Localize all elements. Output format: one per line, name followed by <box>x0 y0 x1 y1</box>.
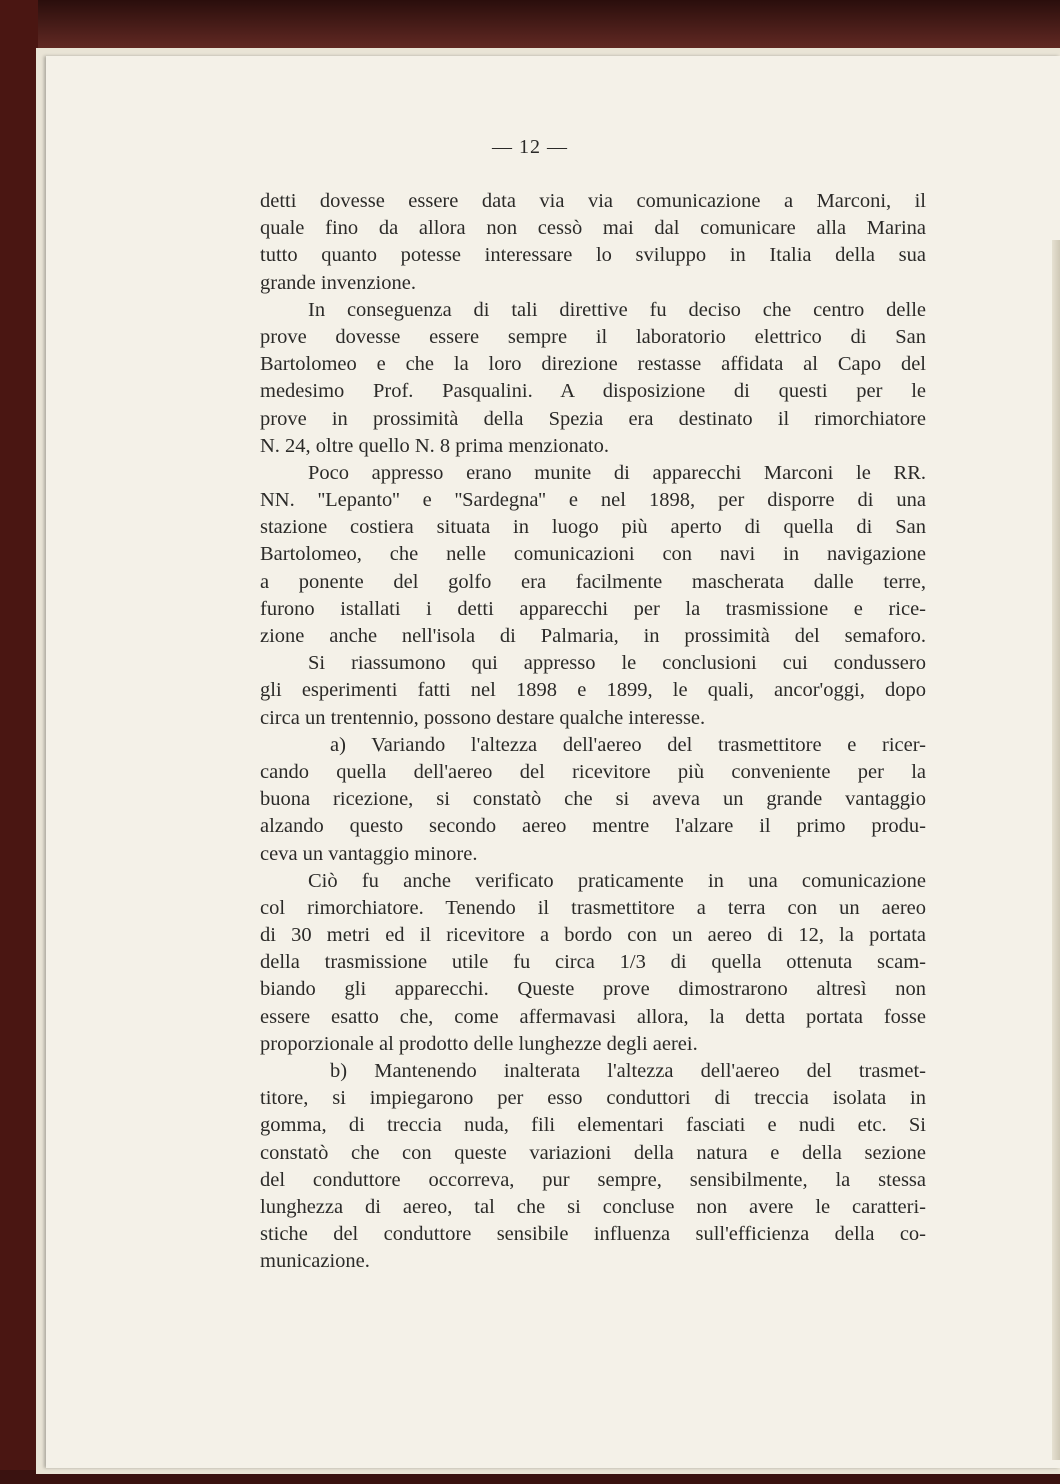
text-line: circa un trentennio, possono destare qualche interesse. <box>260 706 706 729</box>
text-line: di 30 metri ed il ricevitore a bordo con un aereo di 12, la portata <box>260 924 926 947</box>
text-line: titore, si impiegarono per esso conduttori di treccia isolata in <box>260 1087 926 1110</box>
text-line: della trasmissione utile fu circa 1/3 di quella ottenuta scam- <box>260 951 926 974</box>
text-line: quale fino da allora non cessò mai dal comunicare alla Marina <box>260 217 926 240</box>
text-line: N. 24, oltre quello N. 8 prima menzionato. <box>260 434 609 457</box>
text-line: prove dovesse essere sempre il laboratorio elettrico di San <box>260 325 926 348</box>
page-number: — 12 — <box>492 136 568 158</box>
text-line: Si riassumono qui appresso le conclusioni cui condussero <box>308 652 926 675</box>
text-line: proporzionale al prodotto delle lunghezze degli aerei. <box>260 1032 698 1055</box>
text-line: Poco appresso erano munite di apparecchi Marconi le RR. <box>308 461 926 484</box>
text-line: lunghezza di aereo, tal che si concluse non avere le caratteri- <box>260 1195 926 1218</box>
text-line: municazione. <box>260 1250 370 1273</box>
page-body <box>260 188 926 1276</box>
text-line: stiche del conduttore sensibile influenza sull'efficienza della co- <box>260 1223 926 1246</box>
text-line: medesimo Prof. Pasqualini. A disposizione di questi per le <box>260 380 926 403</box>
text-line: tutto quanto potesse interessare lo sviluppo in Italia della sua <box>260 244 926 267</box>
text-line: del conduttore occorreva, pur sempre, sensibilmente, la stessa <box>260 1168 926 1191</box>
text-line: essere esatto che, come affermavasi allora, la detta portata fosse <box>260 1005 926 1028</box>
text-line: gli esperimenti fatti nel 1898 e 1899, le quali, ancor'oggi, dopo <box>260 679 926 702</box>
text-line: b) Mantenendo inalterata l'altezza dell'aereo del trasmet- <box>330 1060 926 1082</box>
text-line: grande invenzione. <box>260 271 416 294</box>
text-line: NN. ''Lepanto'' e ''Sardegna'' e nel 1898, per disporre di una <box>260 489 926 512</box>
text-line: constatò che con queste variazioni della natura e della sezione <box>260 1141 926 1164</box>
text-line: ceva un vantaggio minore. <box>260 842 478 865</box>
text-line: buona ricezione, si constatò che si aveva un grande vantaggio <box>260 788 926 811</box>
text-line: zione anche nell'isola di Palmaria, in prossimità del semaforo. <box>260 625 926 647</box>
text-line: Ciò fu anche verificato praticamente in una comunicazione <box>308 869 926 892</box>
text-line: prove in prossimità della Spezia era destinato il rimorchiatore <box>260 407 926 430</box>
text-line: gomma, di treccia nuda, fili elementari fasciati e nudi etc. Si <box>260 1114 926 1137</box>
text-line: In conseguenza di tali direttive fu deciso che centro delle <box>308 298 926 321</box>
text-line: biando gli apparecchi. Queste prove dimostrarono altresì non <box>260 978 926 1001</box>
page-right-edge <box>1052 240 1060 1460</box>
text-line: stazione costiera situata in luogo più aperto di quella di San <box>260 516 926 539</box>
text-line: a) Variando l'altezza dell'aereo del trasmettitore e ricer- <box>330 733 926 756</box>
text-line: furono istallati i detti apparecchi per la trasmissione e rice- <box>260 597 926 620</box>
text-line: detti dovesse essere data via via comunicazione a Marconi, il <box>260 190 926 212</box>
text-line: Bartolomeo, che nelle comunicazioni con navi in navigazione <box>260 543 926 566</box>
text-line: a ponente del golfo era facilmente mascherata dalle terre, <box>260 570 926 593</box>
text-line: col rimorchiatore. Tenendo il trasmettitore a terra con un aereo <box>260 896 926 919</box>
background-left <box>0 0 38 1484</box>
text-line: cando quella dell'aereo del ricevitore più conveniente per la <box>260 760 926 783</box>
text-line: Bartolomeo e che la loro direzione restasse affidata al Capo del <box>260 353 926 376</box>
text-line: alzando questo secondo aereo mentre l'alzare il primo produ- <box>260 815 926 838</box>
